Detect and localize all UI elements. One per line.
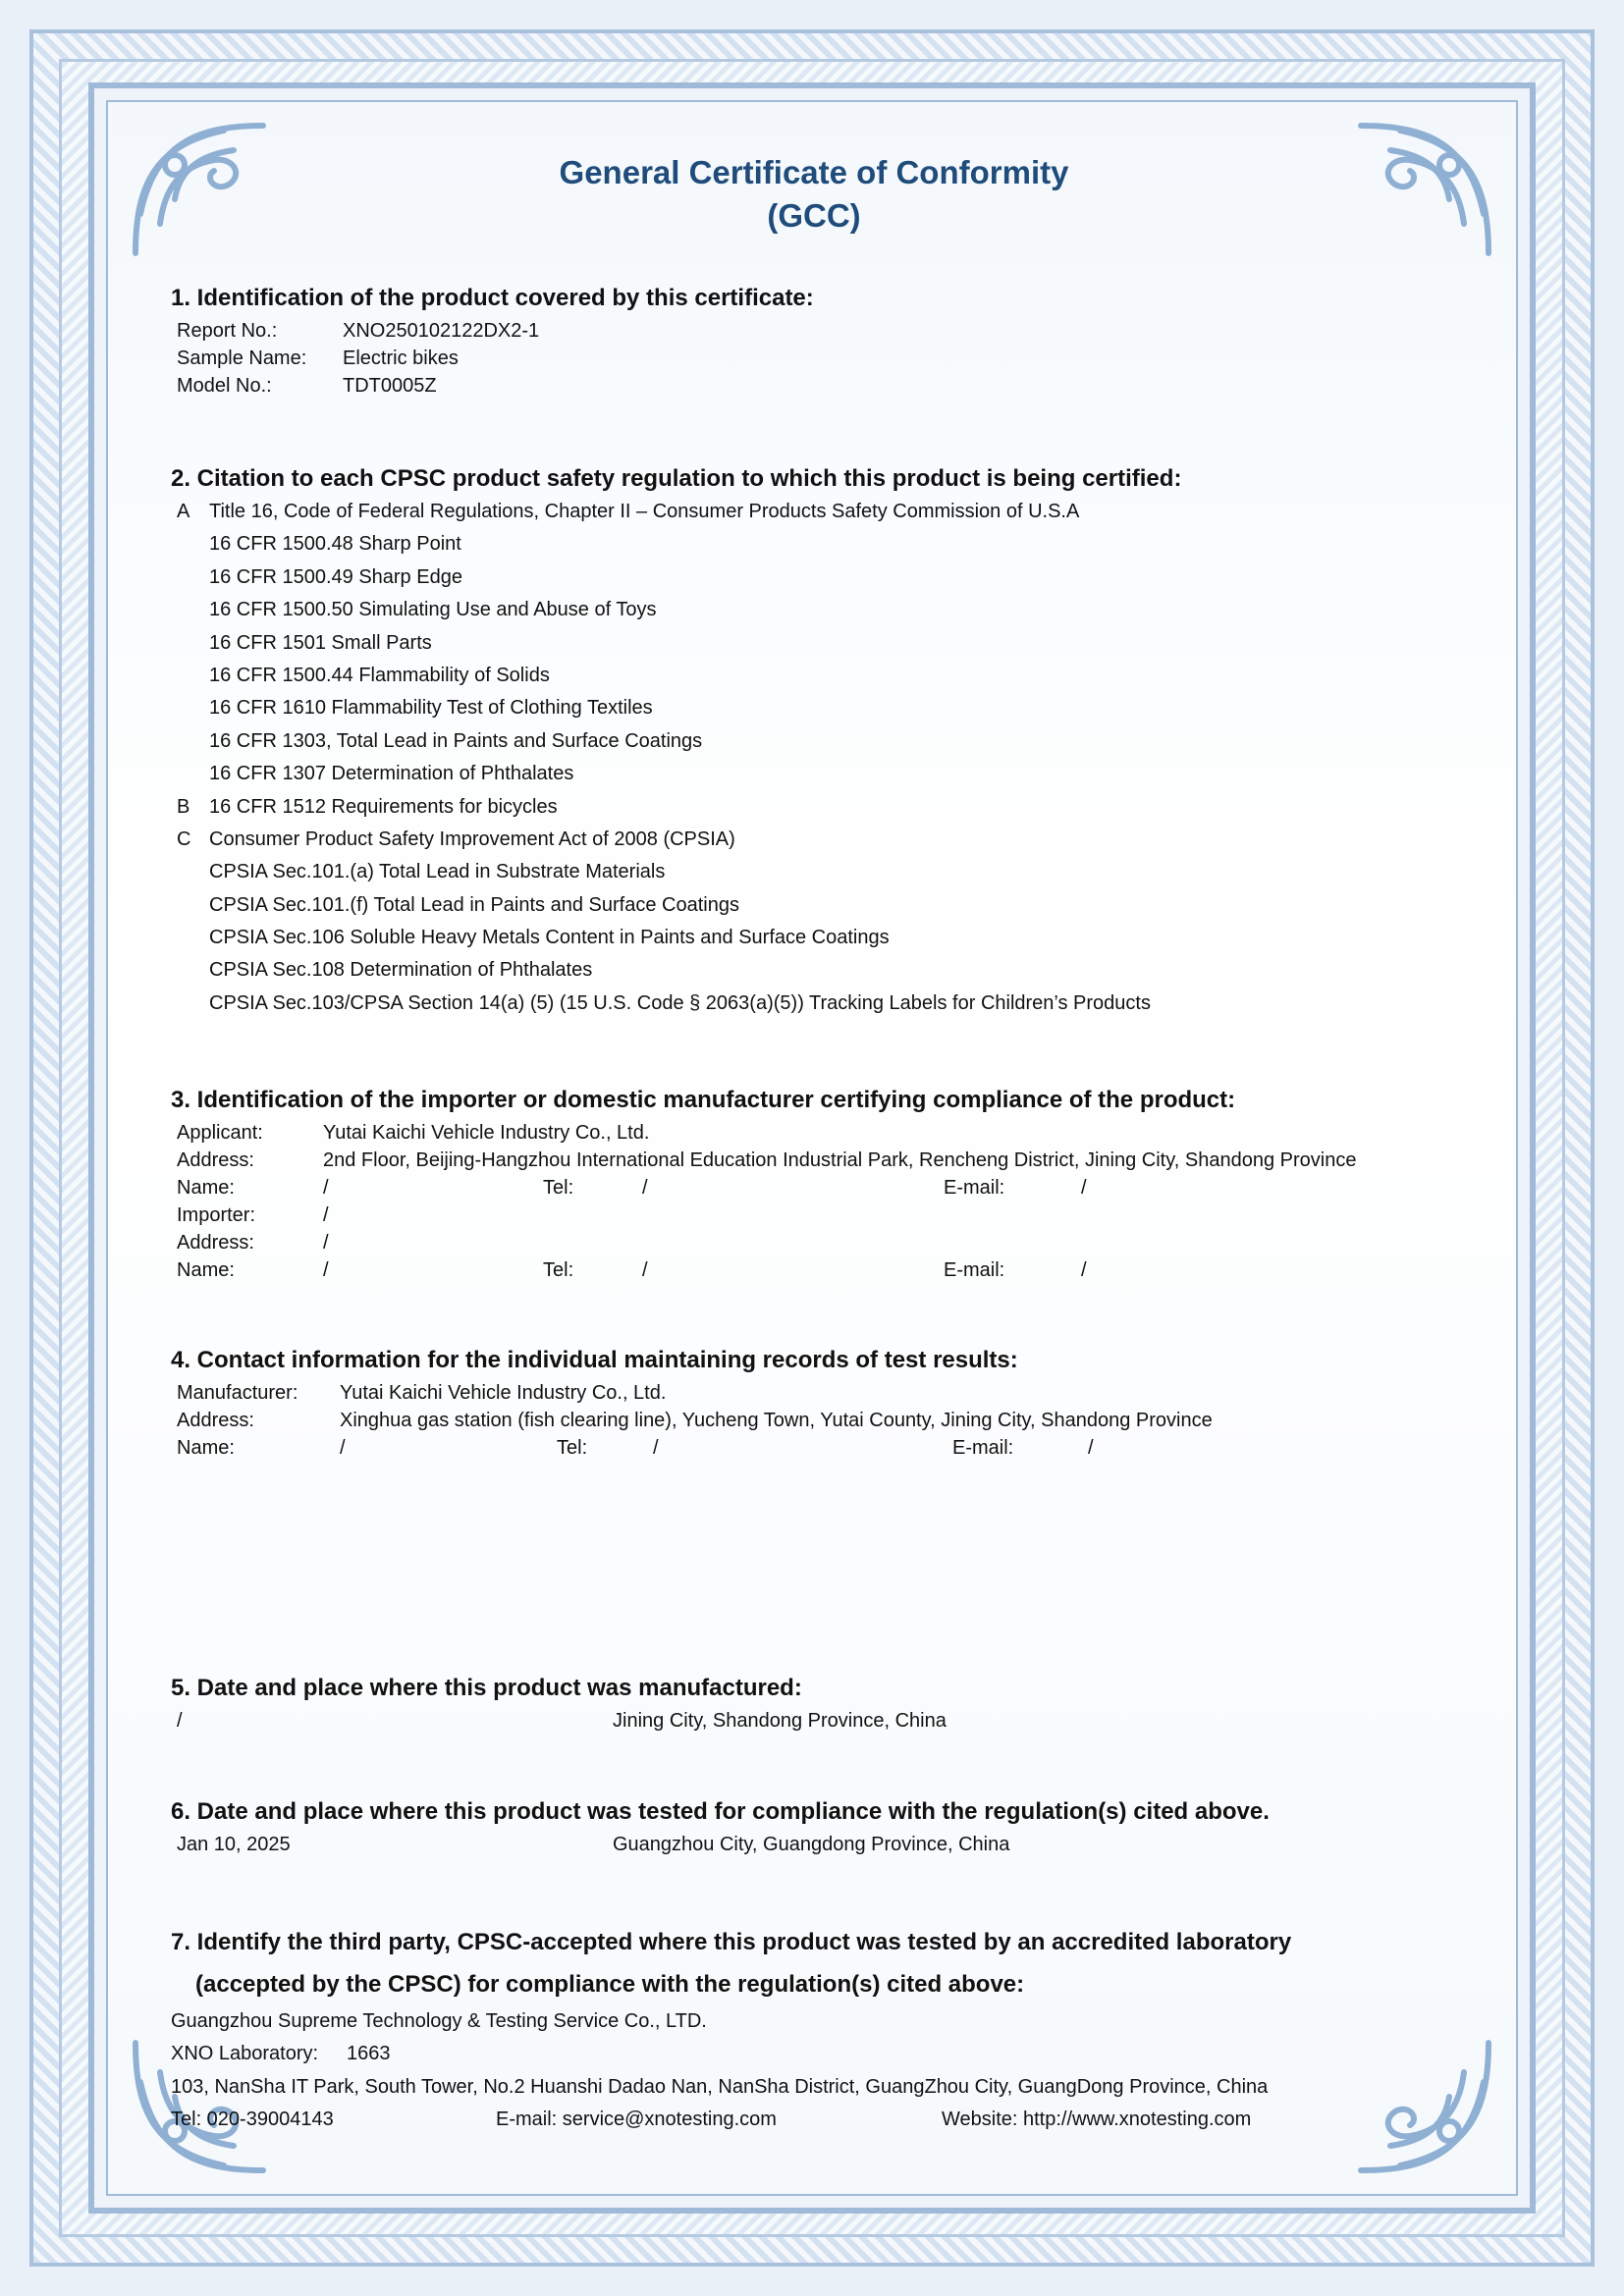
lab-email: E-mail: service@xnotesting.com xyxy=(496,2109,777,2131)
sample-name-label: Sample Name: xyxy=(177,347,307,369)
section-5-heading: 5. Date and place where this product was manufactured: xyxy=(171,1675,802,1701)
tel-value: / xyxy=(642,1177,648,1199)
regulation-item xyxy=(171,496,1487,528)
section-7-heading: 7. Identify the third party, CPSC-accepted where this product was tested by an accredited laboratory xyxy=(171,1929,1292,1955)
tel-value: / xyxy=(642,1259,648,1281)
manufacturer-address-label: Address: xyxy=(177,1410,254,1431)
regulation-text: 16 CFR 1500.48 Sharp Point xyxy=(209,533,461,556)
regulation-text: CPSIA Sec.106 Soluble Heavy Metals Content in Paints and Surface Coatings xyxy=(209,927,890,949)
model-no-value: TDT0005Z xyxy=(343,375,437,397)
email-label: E-mail: xyxy=(952,1437,1014,1459)
regulation-text: CPSIA Sec.103/CPSA Section 14(a) (5) (15 U.S. Code § 2063(a)(5)) Tracking Labels for Children’s Products xyxy=(209,991,1151,1014)
applicant-value: Yutai Kaichi Vehicle Industry Co., Ltd. xyxy=(323,1122,650,1144)
email-value: / xyxy=(1081,1177,1087,1199)
section-2-heading: 2. Citation to each CPSC product safety regulation to which this product is being certified: xyxy=(171,465,1182,492)
regulation-item xyxy=(171,922,1487,954)
regulation-item xyxy=(171,758,1487,790)
lab-name: Guangzhou Supreme Technology & Testing Service Co., LTD. xyxy=(171,2010,707,2032)
manufacture-date-place-row xyxy=(171,1707,1487,1735)
manufacturer-label: Manufacturer: xyxy=(177,1382,298,1404)
regulation-item xyxy=(171,660,1487,692)
regulation-item xyxy=(171,889,1487,922)
email-value: / xyxy=(1088,1437,1094,1459)
regulation-item xyxy=(171,594,1487,626)
importer-label: Importer: xyxy=(177,1204,256,1226)
importer-value: / xyxy=(323,1204,329,1226)
regulation-text: 16 CFR 1500.44 Flammability of Solids xyxy=(209,664,550,686)
applicant-row xyxy=(171,1119,1487,1147)
sample-name-row xyxy=(171,345,1487,372)
regulation-item xyxy=(171,791,1487,824)
name-value: / xyxy=(323,1177,329,1199)
regulation-text: Consumer Product Safety Improvement Act of 2008 (CPSIA) xyxy=(209,828,735,850)
regulation-item xyxy=(171,988,1487,1020)
section-product-identification xyxy=(171,284,1487,400)
regulation-text: Title 16, Code of Federal Regulations, Chapter II – Consumer Products Safety Commission of U.S.A xyxy=(209,501,1080,522)
regulation-group-letter: A xyxy=(177,501,190,522)
email-label: E-mail: xyxy=(944,1177,1005,1199)
regulation-text: CPSIA Sec.108 Determination of Phthalates xyxy=(209,959,593,982)
regulation-item xyxy=(171,954,1487,987)
section-manufacture xyxy=(171,1674,1487,1735)
manufacture-place: Jining City, Shandong Province, China xyxy=(613,1710,947,1732)
section-records-contact xyxy=(171,1346,1487,1462)
regulation-list xyxy=(171,496,1487,1020)
name-label: Name: xyxy=(177,1177,235,1199)
name-label: Name: xyxy=(177,1259,235,1281)
section-4-heading: 4. Contact information for the individual maintaining records of test results: xyxy=(171,1347,1018,1373)
sample-name-value: Electric bikes xyxy=(343,347,459,369)
regulation-text: 16 CFR 1512 Requirements for bicycles xyxy=(209,795,558,818)
applicant-contact-row xyxy=(171,1174,1487,1201)
lab-label: XNO Laboratory: xyxy=(171,2043,319,2065)
model-no-row xyxy=(171,372,1487,400)
regulation-item xyxy=(171,627,1487,660)
name-value: / xyxy=(323,1259,329,1281)
importer-address-value: / xyxy=(323,1232,329,1254)
name-value: / xyxy=(340,1437,346,1459)
lab-number-row xyxy=(171,2038,1487,2070)
regulation-text: CPSIA Sec.101.(a) Total Lead in Substrate Materials xyxy=(209,861,666,883)
applicant-label: Applicant: xyxy=(177,1122,263,1144)
regulation-group-letter: C xyxy=(177,828,191,850)
lab-address-row xyxy=(171,2071,1487,2104)
regulation-text: 16 CFR 1307 Determination of Phthalates xyxy=(209,763,574,785)
manufacture-date: / xyxy=(177,1710,183,1732)
email-value: / xyxy=(1081,1259,1087,1281)
applicant-address-value: 2nd Floor, Beijing-Hangzhou International Education Industrial Park, Rencheng District, Jining City, Shandong Province xyxy=(323,1149,1357,1171)
lab-tel: Tel: 020-39004143 xyxy=(171,2109,334,2131)
certificate-title: General Certificate of Conformity xyxy=(559,154,1069,190)
certificate-subtitle: (GCC) xyxy=(767,197,861,234)
test-date-place-row xyxy=(171,1831,1487,1858)
regulation-text: CPSIA Sec.101.(f) Total Lead in Paints and Surface Coatings xyxy=(209,893,739,916)
regulation-item xyxy=(171,528,1487,561)
regulation-item xyxy=(171,725,1487,758)
section-7-heading-cont: (accepted by the CPSC) for compliance with the regulation(s) cited above: xyxy=(195,1971,1025,1998)
regulation-item xyxy=(171,856,1487,888)
applicant-address-label: Address: xyxy=(177,1149,254,1171)
importer-address-row xyxy=(171,1229,1487,1256)
regulation-item xyxy=(171,824,1487,856)
report-no-label: Report No.: xyxy=(177,320,278,342)
section-laboratory xyxy=(171,1921,1487,2137)
section-importer xyxy=(171,1086,1487,1284)
tel-label: Tel: xyxy=(543,1177,574,1199)
importer-contact-row xyxy=(171,1256,1487,1284)
lab-number: 1663 xyxy=(347,2043,391,2065)
lab-website: Website: http://www.xnotesting.com xyxy=(942,2109,1252,2131)
manufacturer-address-row xyxy=(171,1407,1487,1434)
section-testing xyxy=(171,1797,1487,1858)
section-3-heading: 3. Identification of the importer or domestic manufacturer certifying compliance of the product: xyxy=(171,1087,1236,1113)
importer-address-label: Address: xyxy=(177,1232,254,1254)
section-6-heading: 6. Date and place where this product was tested for compliance with the regulation(s) cited above. xyxy=(171,1798,1270,1825)
section-1-heading: 1. Identification of the product covered by this certificate: xyxy=(171,285,814,311)
regulation-text: 16 CFR 1501 Small Parts xyxy=(209,631,432,654)
regulation-item xyxy=(171,561,1487,594)
tel-value: / xyxy=(653,1437,659,1459)
manufacturer-address-value: Xinghua gas station (fish clearing line), Yucheng Town, Yutai County, Jining City, Shandong Province xyxy=(340,1410,1213,1431)
manufacturer-row xyxy=(171,1379,1487,1407)
test-place: Guangzhou City, Guangdong Province, China xyxy=(613,1834,1010,1855)
regulation-text: 16 CFR 1500.49 Sharp Edge xyxy=(209,565,462,588)
section-regulations xyxy=(171,464,1487,1020)
manufacturer-value: Yutai Kaichi Vehicle Industry Co., Ltd. xyxy=(340,1382,667,1404)
lab-address: 103, NanSha IT Park, South Tower, No.2 Huanshi Dadao Nan, NanSha District, GuangZhou City, GuangDong Province, China xyxy=(171,2075,1269,2098)
applicant-address-row xyxy=(171,1147,1487,1174)
regulation-text: 16 CFR 1500.50 Simulating Use and Abuse of Toys xyxy=(209,599,657,621)
model-no-label: Model No.: xyxy=(177,375,272,397)
regulation-text: 16 CFR 1303, Total Lead in Paints and Surface Coatings xyxy=(209,729,703,752)
lab-contact-row xyxy=(171,2104,1487,2136)
report-no-value: XNO250102122DX2-1 xyxy=(343,320,540,342)
test-date: Jan 10, 2025 xyxy=(177,1834,291,1855)
regulation-text: 16 CFR 1610 Flammability Test of Clothing Textiles xyxy=(209,697,653,720)
manufacturer-contact-row xyxy=(171,1434,1487,1462)
email-label: E-mail: xyxy=(944,1259,1005,1281)
tel-label: Tel: xyxy=(543,1259,574,1281)
importer-row xyxy=(171,1201,1487,1229)
lab-name-row xyxy=(171,2005,1487,2038)
report-no-row xyxy=(171,317,1487,345)
name-label: Name: xyxy=(177,1437,235,1459)
regulation-group-letter: B xyxy=(177,795,190,818)
regulation-item xyxy=(171,692,1487,724)
tel-label: Tel: xyxy=(557,1437,588,1459)
